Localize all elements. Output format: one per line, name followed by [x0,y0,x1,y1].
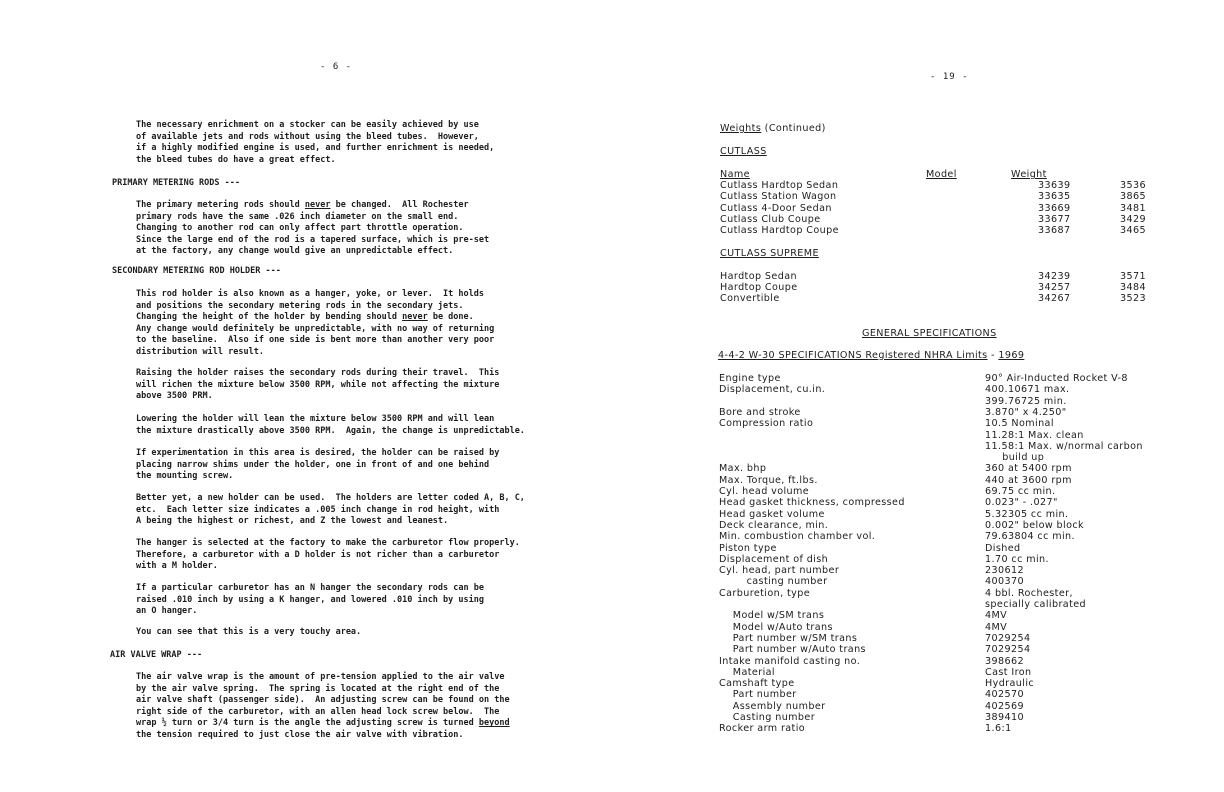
text-segment: the tension required to just close the air valve with vibration. [136,729,464,740]
w30-specifications-heading [718,350,1024,361]
intro-paragraph: The necessary enrichment on a stocker can be easily achieved by use of available jets and rods without using the bleed tubes. However, if a highly modified engine is used, and further enrichment is needed, the bleed tubes do have a great effect. [136,120,495,165]
right-page [612,0,1224,792]
spec-label: Assembly number [719,700,826,712]
column-header-name: Name [720,169,750,180]
secondary-paragraph-3: Lowering the holder will lean the mixture below 3500 RPM and will lean the mixture drastically above 3500 RPM. Again, the change is unpredictable. [136,414,525,436]
secondary-holder-heading: SECONDARY METERING ROD HOLDER --- [112,266,281,276]
column-header-model: Model [926,169,957,180]
weights-title: Weights [720,123,762,134]
table-row [720,293,1147,304]
row-name: Cutlass 4-Door Sedan [720,203,832,214]
text-segment: This rod holder is also known as a hanger, yoke, or lever. It holds and positions the secondary metering rods in the secondary jets. Changing the height of the holder by bending should [136,289,484,323]
spec-value: 4MV [985,621,1008,633]
table-row [720,180,1147,191]
row-weight: 3536 [1120,180,1147,191]
row-model: 34267 [1038,293,1071,304]
spec-label: Compression ratio [719,418,814,430]
row-name: Cutlass Hardtop Coupe [720,225,839,236]
spec-value: 389410 [985,712,1025,723]
row-weight: 3465 [1120,225,1147,236]
air-valve-wrap-paragraph [136,672,510,742]
spec-value: 3.870" x 4.250" [985,406,1067,418]
secondary-paragraph-4: If experimentation in this area is desired, the holder can be raised by placing narrow shims under the holder, one in front of and one behind the mounting screw. [136,448,500,482]
spec-value: 440 at 3600 rpm [985,474,1072,486]
secondary-paragraph-2: Raising the holder raises the secondary rods during their travel. This will richen the mixture below 3500 RPM, while not affecting the mixture above 3500 PRM. [136,368,500,402]
spec-label: Model w/Auto trans [719,621,833,633]
general-specifications-heading: GENERAL SPECIFICATIONS [862,328,997,339]
row-name: Cutlass Station Wagon [720,191,837,202]
spec-label: Cyl. head volume [719,486,810,497]
spec-label: Max. bhp [719,463,767,475]
spec-value: 0.002" below block [985,519,1085,531]
spec-label: Max. Torque, ft.lbs. [719,474,818,486]
spec-value: 69.75 cc min. [985,486,1056,497]
emphasis-beyond: beyond [478,718,510,729]
text-segment: be changed. All Rochester primary rods have the same .026 inch diameter on the small end. Changing to another rod can only affect part throttle operation. Since the large end of the rod is a tapered surface, which is pre-set at the factory, any change would give an unpredictable effect. [136,200,490,257]
spec-value: 90° Air-Inducted Rocket V-8 [985,373,1128,384]
spec-value: Cast Iron [985,666,1032,678]
w30-title: 4-4-2 W-30 SPECIFICATIONS Registered NHRA Limits [718,350,988,361]
table-row [720,225,1147,236]
spec-label: Material [719,666,775,678]
primary-metering-rods-paragraph [136,200,489,258]
row-model: 33639 [1038,180,1071,191]
row-model: 34239 [1038,271,1071,282]
spec-label: Model w/SM trans [719,610,825,622]
spec-label: Min. combustion chamber vol. [719,531,876,543]
secondary-paragraph-5: Better yet, a new holder can be used. The holders are letter coded A, B, C, etc. Each letter size indicates a .005 inch change in rod height, with A being the highest or richest, and Z the lowest and leanest. [136,493,525,527]
spec-label: Cyl. head, part number [719,565,840,577]
weights-continued: (Continued) [761,123,826,134]
w30-year: 1969 [998,350,1025,361]
spec-label: Piston type [719,542,777,554]
spec-value: 1.70 cc min. [985,553,1049,565]
spec-value: 11.28:1 Max. clean [985,429,1084,441]
row-name: Convertible [720,293,780,304]
spec-label: Displacement of dish [719,553,829,565]
row-weight: 3484 [1120,282,1147,293]
row-weight: 3523 [1120,293,1147,304]
spec-label: Intake manifold casting no. [719,655,861,667]
text-segment: The air valve wrap is the amount of pre-tension applied to the air valve by the air valve spring. The spring is located at the right end of the air valve shaft (passenger side). An adjusting screw can be found on the right side of the carburetor, with an allen head lock screw below. The wrap ½ turn or 3/4 turn is the angle the adjusting screw is turned [136,672,510,729]
page-number: - 6 - [320,62,353,72]
spec-label: Casting number [719,712,816,723]
spec-label: Rocker arm ratio [719,723,806,735]
cutlass-supreme-heading: CUTLASS SUPREME [720,248,819,259]
spec-value: 7029254 [985,632,1031,644]
row-weight: 3481 [1120,203,1147,214]
spec-label: casting number [719,576,828,588]
row-weight: 3865 [1120,191,1147,202]
weights-heading [720,123,826,134]
row-name: Cutlass Club Coupe [720,214,821,225]
table-row [720,203,1147,214]
page-number: - 19 - [930,72,969,82]
spec-value: 7029254 [985,644,1031,656]
spec-value: Hydraulic [985,678,1035,690]
air-valve-wrap-heading: AIR VALVE WRAP --- [110,650,203,660]
spec-value: 400.10671 max. [985,384,1070,396]
cutlass-heading: CUTLASS [720,146,767,157]
spec-value: 360 at 5400 rpm [985,463,1072,475]
spec-label: Bore and stroke [719,406,801,418]
spec-value: 402569 [985,700,1025,712]
row-weight: 3429 [1120,214,1147,225]
spec-label: Part number w/Auto trans [719,644,866,656]
row-model: 33687 [1038,225,1071,236]
spec-value: specially calibrated [985,599,1087,610]
spec-value: build up [985,452,1045,464]
text-segment: be done. Any change would definitely be unpredictable, with no way of returning to the baseline. Also if one side is bent more than another very poor distribution will result. [136,312,495,357]
text-segment: The primary metering rods should [136,200,305,210]
row-model: 33635 [1038,191,1071,202]
table-row [720,271,1147,282]
row-name: Cutlass Hardtop Sedan [720,180,839,191]
spec-label: Deck clearance, min. [719,519,829,531]
spec-value: 79.63804 cc min. [985,531,1075,543]
spec-label: Head gasket volume [719,508,825,520]
emphasis-never: never [402,312,428,323]
spec-value: 230612 [985,565,1025,577]
secondary-paragraph-1 [136,289,494,359]
spec-value: 11.58:1 Max. w/normal carbon [985,440,1143,452]
spec-value: 4 bbl. Rochester, [985,587,1073,599]
spec-value: 4MV [985,610,1008,622]
spec-value: 402570 [985,689,1025,701]
spec-label: Camshaft type [719,678,795,690]
row-name: Hardtop Coupe [720,282,798,293]
spec-label: Carburetion, type [719,587,811,599]
spec-value: 398662 [985,655,1025,667]
spec-label: Part number [719,689,797,701]
spec-value: 400370 [985,576,1025,588]
spec-value: Dished [985,542,1021,554]
spec-value: 399.76725 min. [985,395,1067,407]
spec-label: Head gasket thickness, compressed [719,497,905,509]
row-model: 33677 [1038,214,1071,225]
primary-metering-rods-heading: PRIMARY METERING RODS --- [112,178,240,188]
secondary-paragraph-8: You can see that this is a very touchy area. [136,627,362,637]
table-row [720,282,1147,293]
table-row [720,191,1147,202]
secondary-paragraph-7: If a particular carburetor has an N hanger the secondary rods can be raised .010 inch by using a K hanger, and lowered .010 inch by using an O hanger. [136,583,484,617]
row-weight: 3571 [1120,271,1147,282]
spec-value: 0.023" - .027" [985,497,1058,509]
spec-label: Part number w/SM trans [719,632,858,644]
spec-value: 1.6:1 [985,723,1012,735]
table-row [720,214,1147,225]
w30-dash: - [987,350,999,361]
row-name: Hardtop Sedan [720,271,797,282]
left-page [0,0,600,792]
spec-value: 10.5 Nominal [985,418,1054,430]
secondary-paragraph-6: The hanger is selected at the factory to make the carburetor flow properly. Therefore, a carburetor with a D holder is not richer than a carburetor with a M holder. [136,538,520,572]
spec-label: Displacement, cu.in. [719,384,826,396]
column-header-weight: Weight [1011,169,1047,180]
spec-value: 5.32305 cc min. [985,508,1069,520]
spec-label: Engine type [719,373,781,384]
emphasis-never: never [304,200,331,210]
row-model: 34257 [1038,282,1071,293]
row-model: 33669 [1038,203,1071,214]
